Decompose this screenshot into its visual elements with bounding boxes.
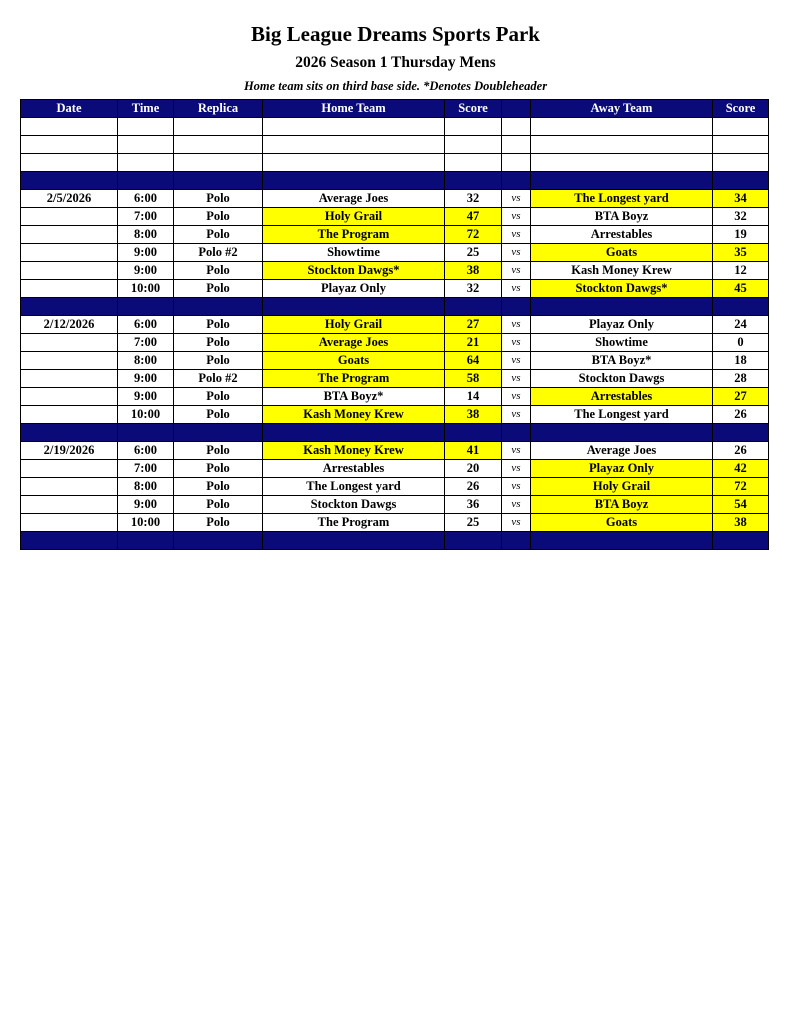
home-team: Average Joes bbox=[263, 334, 445, 352]
away-score: 54 bbox=[713, 496, 769, 514]
home-score: 36 bbox=[445, 496, 502, 514]
home-team: The Program bbox=[263, 226, 445, 244]
col-header-replica: Replica bbox=[174, 100, 263, 118]
home-score: 47 bbox=[445, 208, 502, 226]
vs-label: vs bbox=[502, 406, 531, 424]
home-score: 58 bbox=[445, 370, 502, 388]
col-header-away-score: Score bbox=[713, 100, 769, 118]
home-score: 32 bbox=[445, 190, 502, 208]
col-header-home-team: Home Team bbox=[263, 100, 445, 118]
game-time: 9:00 bbox=[118, 370, 174, 388]
game-field: Polo bbox=[174, 190, 263, 208]
game-time: 9:00 bbox=[118, 244, 174, 262]
away-score: 34 bbox=[713, 190, 769, 208]
vs-label: vs bbox=[502, 514, 531, 532]
separator-row bbox=[21, 172, 769, 190]
home-team: The Program bbox=[263, 370, 445, 388]
game-field: Polo bbox=[174, 514, 263, 532]
home-score: 25 bbox=[445, 514, 502, 532]
home-team: Stockton Dawgs* bbox=[263, 262, 445, 280]
away-team: Goats bbox=[531, 244, 713, 262]
game-row bbox=[21, 190, 769, 208]
away-team: Stockton Dawgs bbox=[531, 370, 713, 388]
game-time: 10:00 bbox=[118, 280, 174, 298]
game-row bbox=[21, 370, 769, 388]
vs-label: vs bbox=[502, 496, 531, 514]
game-date-empty bbox=[21, 478, 118, 496]
game-time: 10:00 bbox=[118, 514, 174, 532]
game-row bbox=[21, 352, 769, 370]
away-score: 18 bbox=[713, 352, 769, 370]
game-field: Polo bbox=[174, 442, 263, 460]
game-date-empty bbox=[21, 406, 118, 424]
game-field: Polo bbox=[174, 388, 263, 406]
away-score: 45 bbox=[713, 280, 769, 298]
away-team: BTA Boyz bbox=[531, 496, 713, 514]
col-header-date: Date bbox=[21, 100, 118, 118]
game-row bbox=[21, 316, 769, 334]
game-row bbox=[21, 442, 769, 460]
game-row bbox=[21, 514, 769, 532]
home-team: Playaz Only bbox=[263, 280, 445, 298]
schedule-note: Home team sits on third base side. *Denotes Doubleheader bbox=[243, 79, 548, 93]
away-score: 19 bbox=[713, 226, 769, 244]
game-date-empty bbox=[21, 280, 118, 298]
home-score: 21 bbox=[445, 334, 502, 352]
home-score: 25 bbox=[445, 244, 502, 262]
away-score: 24 bbox=[713, 316, 769, 334]
home-team: Goats bbox=[263, 352, 445, 370]
away-team: Arrestables bbox=[531, 226, 713, 244]
vs-label: vs bbox=[502, 226, 531, 244]
game-field: Polo bbox=[174, 208, 263, 226]
away-team: Arrestables bbox=[531, 388, 713, 406]
home-team: Kash Money Krew bbox=[263, 406, 445, 424]
game-time: 7:00 bbox=[118, 460, 174, 478]
blank-row bbox=[21, 154, 769, 172]
game-time: 9:00 bbox=[118, 262, 174, 280]
game-time: 6:00 bbox=[118, 190, 174, 208]
vs-label: vs bbox=[502, 280, 531, 298]
vs-label: vs bbox=[502, 208, 531, 226]
away-team: Stockton Dawgs* bbox=[531, 280, 713, 298]
home-score: 14 bbox=[445, 388, 502, 406]
home-score: 38 bbox=[445, 262, 502, 280]
away-score: 38 bbox=[713, 514, 769, 532]
game-row bbox=[21, 406, 769, 424]
away-team: Average Joes bbox=[531, 442, 713, 460]
page-subtitle: 2026 Season 1 Thursday Mens bbox=[295, 54, 496, 71]
game-row bbox=[21, 208, 769, 226]
game-date-empty bbox=[21, 226, 118, 244]
home-score: 38 bbox=[445, 406, 502, 424]
col-header-vs bbox=[502, 100, 531, 118]
game-date: 2/5/2026 bbox=[21, 190, 118, 208]
game-row bbox=[21, 262, 769, 280]
game-date-empty bbox=[21, 208, 118, 226]
home-score: 72 bbox=[445, 226, 502, 244]
vs-label: vs bbox=[502, 370, 531, 388]
home-team: Holy Grail bbox=[263, 316, 445, 334]
away-team: Kash Money Krew bbox=[531, 262, 713, 280]
col-header-time: Time bbox=[118, 100, 174, 118]
game-row bbox=[21, 334, 769, 352]
game-field: Polo bbox=[174, 334, 263, 352]
game-row bbox=[21, 460, 769, 478]
game-field: Polo bbox=[174, 226, 263, 244]
game-time: 9:00 bbox=[118, 388, 174, 406]
away-score: 72 bbox=[713, 478, 769, 496]
away-team: BTA Boyz* bbox=[531, 352, 713, 370]
game-date: 2/12/2026 bbox=[21, 316, 118, 334]
home-team: BTA Boyz* bbox=[263, 388, 445, 406]
vs-label: vs bbox=[502, 460, 531, 478]
separator-row bbox=[21, 424, 769, 442]
home-score: 41 bbox=[445, 442, 502, 460]
away-score: 42 bbox=[713, 460, 769, 478]
away-team: BTA Boyz bbox=[531, 208, 713, 226]
away-score: 32 bbox=[713, 208, 769, 226]
home-team: Kash Money Krew bbox=[263, 442, 445, 460]
away-score: 27 bbox=[713, 388, 769, 406]
blank-row bbox=[21, 118, 769, 136]
game-field: Polo #2 bbox=[174, 370, 263, 388]
away-score: 26 bbox=[713, 406, 769, 424]
away-team: Holy Grail bbox=[531, 478, 713, 496]
vs-label: vs bbox=[502, 190, 531, 208]
away-score: 26 bbox=[713, 442, 769, 460]
home-score: 64 bbox=[445, 352, 502, 370]
game-date-empty bbox=[21, 334, 118, 352]
home-team: The Program bbox=[263, 514, 445, 532]
game-date-empty bbox=[21, 388, 118, 406]
game-time: 6:00 bbox=[118, 442, 174, 460]
home-team: Average Joes bbox=[263, 190, 445, 208]
game-field: Polo #2 bbox=[174, 244, 263, 262]
away-team: Goats bbox=[531, 514, 713, 532]
game-time: 8:00 bbox=[118, 226, 174, 244]
game-time: 10:00 bbox=[118, 406, 174, 424]
game-row bbox=[21, 226, 769, 244]
game-field: Polo bbox=[174, 496, 263, 514]
home-team: Holy Grail bbox=[263, 208, 445, 226]
vs-label: vs bbox=[502, 334, 531, 352]
game-field: Polo bbox=[174, 478, 263, 496]
home-score: 20 bbox=[445, 460, 502, 478]
game-time: 8:00 bbox=[118, 478, 174, 496]
away-team: Playaz Only bbox=[531, 460, 713, 478]
away-score: 28 bbox=[713, 370, 769, 388]
game-row bbox=[21, 244, 769, 262]
game-time: 9:00 bbox=[118, 496, 174, 514]
vs-label: vs bbox=[502, 352, 531, 370]
game-field: Polo bbox=[174, 316, 263, 334]
home-score: 27 bbox=[445, 316, 502, 334]
game-date: 2/19/2026 bbox=[21, 442, 118, 460]
vs-label: vs bbox=[502, 262, 531, 280]
vs-label: vs bbox=[502, 244, 531, 262]
game-date-empty bbox=[21, 460, 118, 478]
home-team: Stockton Dawgs bbox=[263, 496, 445, 514]
blank-row bbox=[21, 136, 769, 154]
game-row bbox=[21, 496, 769, 514]
game-time: 6:00 bbox=[118, 316, 174, 334]
away-team: The Longest yard bbox=[531, 190, 713, 208]
game-field: Polo bbox=[174, 406, 263, 424]
game-field: Polo bbox=[174, 352, 263, 370]
game-time: 7:00 bbox=[118, 334, 174, 352]
vs-label: vs bbox=[502, 442, 531, 460]
vs-label: vs bbox=[502, 478, 531, 496]
away-team: Showtime bbox=[531, 334, 713, 352]
game-date-empty bbox=[21, 352, 118, 370]
away-score: 12 bbox=[713, 262, 769, 280]
game-field: Polo bbox=[174, 280, 263, 298]
col-header-home-score: Score bbox=[445, 100, 502, 118]
game-date-empty bbox=[21, 496, 118, 514]
game-field: Polo bbox=[174, 460, 263, 478]
game-date-empty bbox=[21, 370, 118, 388]
game-time: 8:00 bbox=[118, 352, 174, 370]
game-row bbox=[21, 280, 769, 298]
page-title: Big League Dreams Sports Park bbox=[251, 22, 540, 46]
schedule-body bbox=[21, 118, 769, 550]
game-row bbox=[21, 478, 769, 496]
game-date-empty bbox=[21, 244, 118, 262]
game-time: 7:00 bbox=[118, 208, 174, 226]
game-date-empty bbox=[21, 514, 118, 532]
home-score: 26 bbox=[445, 478, 502, 496]
vs-label: vs bbox=[502, 316, 531, 334]
away-team: The Longest yard bbox=[531, 406, 713, 424]
home-score: 32 bbox=[445, 280, 502, 298]
away-score: 35 bbox=[713, 244, 769, 262]
home-team: Showtime bbox=[263, 244, 445, 262]
vs-label: vs bbox=[502, 388, 531, 406]
game-field: Polo bbox=[174, 262, 263, 280]
away-score: 0 bbox=[713, 334, 769, 352]
separator-row bbox=[21, 532, 769, 550]
schedule-table bbox=[20, 99, 769, 550]
col-header-away-team: Away Team bbox=[531, 100, 713, 118]
home-team: The Longest yard bbox=[263, 478, 445, 496]
game-row bbox=[21, 388, 769, 406]
home-team: Arrestables bbox=[263, 460, 445, 478]
away-team: Playaz Only bbox=[531, 316, 713, 334]
separator-row bbox=[21, 298, 769, 316]
header-row bbox=[21, 100, 769, 118]
game-date-empty bbox=[21, 262, 118, 280]
